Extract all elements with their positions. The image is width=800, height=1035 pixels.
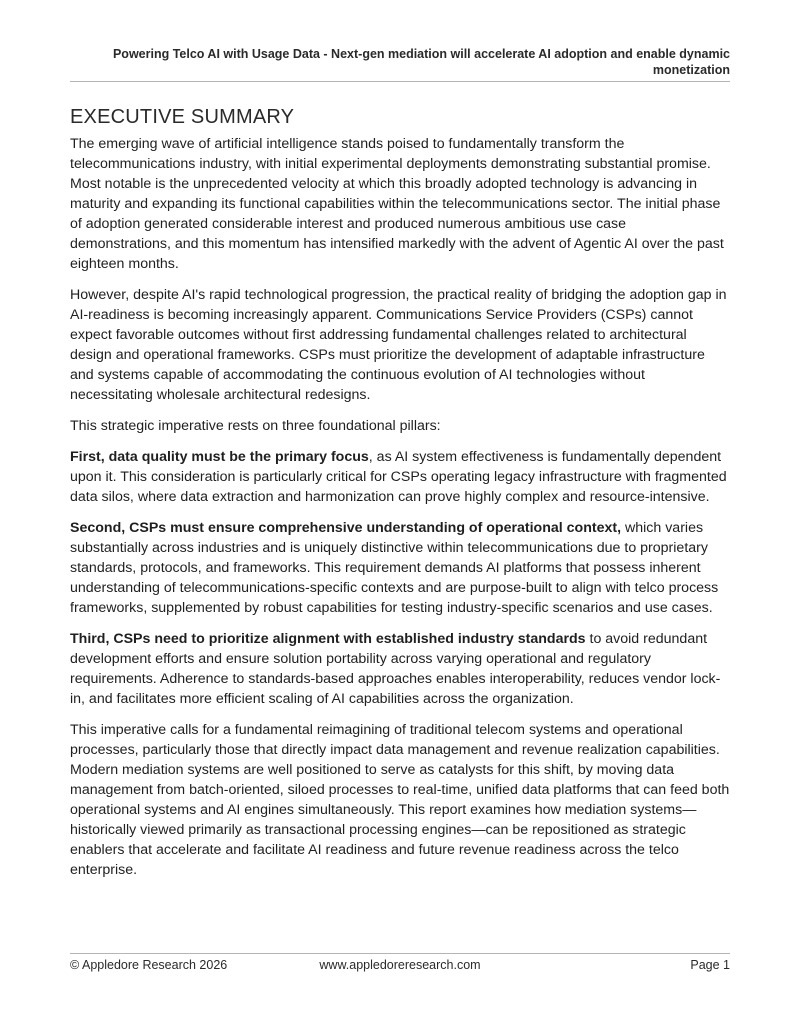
pillar-1-text: , as AI system effectiveness is fundamentally dependent upon it. This consideration is particularly critical for CSPs operating legacy infrastructure with fragmented data silos, where data extraction and harmonization can prove highly complex and resource-intensive. <box>70 449 727 505</box>
pillar-1-lead: First, data quality must be the primary focus <box>70 449 369 465</box>
paragraph-intro: The emerging wave of artificial intelligence stands poised to fundamentally transform the telecommunications industry, with initial experimental deployments demonstrating substantial promise. Most notable is the unprecedented velocity at which this broadly adopted technology is advancing in maturity and expanding its functional capabilities within the telecommunications sector. The initial phase of adoption generated considerable interest and produced numerous ambitious use case demonstrations, and this momentum has intensified markedly with the advent of Agentic AI over the past eighteen months. <box>70 136 724 272</box>
running-header: Powering Telco AI with Usage Data - Next-gen mediation will accelerate AI adoption and enable dynamic monetization <box>112 47 730 77</box>
page-body <box>70 104 730 891</box>
paragraph-conclusion: This imperative calls for a fundamental reimagining of traditional telecom systems and operational processes, particularly those that directly impact data management and revenue realization capabilities. Modern mediation systems are well positioned to serve as catalysts for this shift, by moving data management from batch-oriented, siloed processes to real-time, unified data platforms that can feed both operational systems and AI engines simultaneously. This report examines how mediation systems—historically viewed primarily as transactional processing engines—can be repositioned as strategic enablers that accelerate and facilitate AI readiness and future revenue readiness across the telco enterprise. <box>70 722 730 878</box>
paragraph-pillar-context <box>70 518 730 618</box>
paragraph-pillar-data-quality <box>70 447 730 507</box>
pillar-3-lead: Third, CSPs need to prioritize alignment with established industry standards <box>70 631 586 647</box>
header-divider <box>70 81 730 82</box>
footer-copyright: © Appledore Research 2026 <box>70 958 228 972</box>
paragraph-pillars-intro: This strategic imperative rests on three foundational pillars: <box>70 418 441 434</box>
paragraph-pillar-standards <box>70 629 730 709</box>
pillar-2-text: which varies substantially across industries and is uniquely distinctive within telecommunications due to proprietary standards, protocols, and frameworks. This requirement demands AI platforms that possess inherent understanding of telecommunications-specific contexts and are purpose-built to align with telco process frameworks, supplemented by robust capabilities for testing industry-specific scenarios and use cases. <box>70 520 719 616</box>
section-heading: EXECUTIVE SUMMARY <box>70 106 295 128</box>
footer-page-number: Page 1 <box>690 958 730 972</box>
pillar-2-lead: Second, CSPs must ensure comprehensive understanding of operational context, <box>70 520 622 536</box>
footer-website-link[interactable]: www.appledoreresearch.com <box>319 958 481 972</box>
pillar-3-text: to avoid redundant development efforts and ensure solution portability across varying operational and regulatory requirements. Adherence to standards-based approaches enables interoperability, reduces vendor lock-in, and facilitates more efficient scaling of AI capabilities across the organization. <box>70 631 721 707</box>
paragraph-adoption-gap: However, despite AI's rapid technological progression, the practical reality of bridging the adoption gap in AI-readiness is becoming increasingly apparent. Communications Service Providers (CSPs) cannot expect favorable outcomes without first addressing fundamental challenges related to architectural design and operational frameworks. CSPs must prioritize the development of adaptable infrastructure and systems capable of accommodating the continuous evolution of AI technologies without necessitating wholesale architectural redesigns. <box>70 287 727 403</box>
footer-divider <box>70 953 730 954</box>
